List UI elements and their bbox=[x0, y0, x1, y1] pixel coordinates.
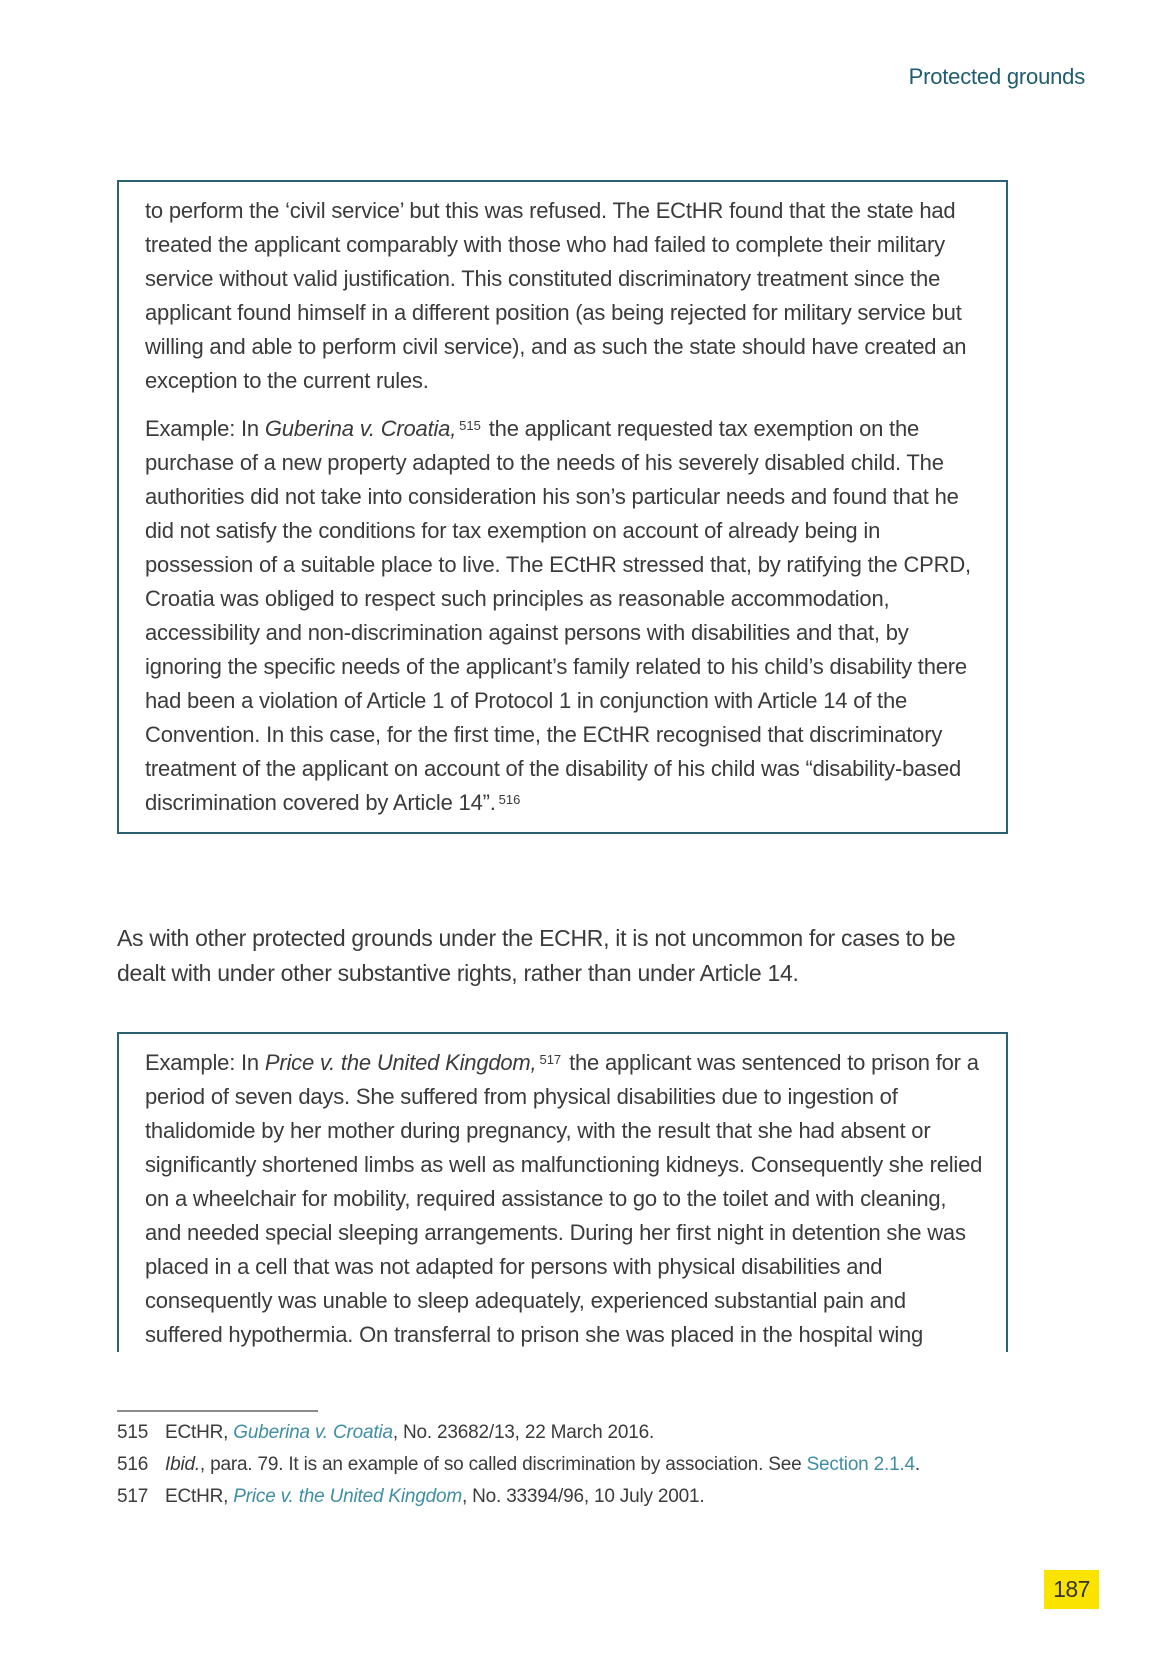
footnote-517 bbox=[117, 1485, 1017, 1508]
footnote-number: 516 bbox=[117, 1454, 149, 1475]
footnote-517-pre: ECtHR, bbox=[165, 1486, 234, 1507]
footnote-516 bbox=[117, 1453, 1017, 1476]
footnote-text bbox=[165, 1453, 1017, 1476]
link-price-v-uk[interactable]: Price v. the United Kingdom bbox=[233, 1486, 462, 1507]
footnote-516-ibid: Ibid. bbox=[165, 1454, 200, 1475]
example-box-price bbox=[117, 1032, 1008, 1352]
footnote-ref-517: 517 bbox=[539, 1052, 562, 1067]
footnote-text bbox=[165, 1421, 1017, 1444]
footnote-515-pre: ECtHR, bbox=[165, 1422, 234, 1443]
case-name-price: Price v. the United Kingdom, bbox=[264, 1050, 537, 1075]
page-number: 187 bbox=[1053, 1576, 1090, 1602]
box2-paragraph-1 bbox=[145, 1046, 984, 1352]
link-section-2-1-4[interactable]: Section 2.1.4 bbox=[806, 1454, 915, 1475]
footnote-text bbox=[165, 1485, 1017, 1508]
footnote-517-post: , No. 33394/96, 10 July 2001. bbox=[461, 1486, 705, 1507]
footnote-number: 517 bbox=[117, 1486, 149, 1507]
example-box-guberina bbox=[117, 180, 1008, 834]
footnote-516-post: . bbox=[914, 1454, 920, 1475]
footnote-515 bbox=[117, 1421, 1017, 1444]
case-name-guberina: Guberina v. Croatia, bbox=[264, 416, 457, 441]
box1-paragraph-2-text: the applicant requested tax exemption on the purchase of a new property adapted to the needs of his severely disabled child. The authorities did not take into consideration his son’s particular needs and found that he did not satisfy the conditions for tax exemption on account of already being in possession of a suitable place to live. The ECtHR stressed that, by ratifying the CPRD, Croatia was obliged to respect such principles as reasonable accommodation, accessibility and non-discrimination against persons with disabilities and that, by ignoring the specific needs of the applicant’s family related to his child’s disability there had been a violation of Article 1 of Protocol 1 in conjunction with Article 14 of the Convention. In this case, for the first time, the ECtHR recognised that discriminatory treatment of the applicant on account of the disability of his child was “disability-based discrimination covered by Article 14”. bbox=[145, 416, 971, 815]
footnote-516-pre: , para. 79. It is an example of so called discrimination by association. See bbox=[199, 1454, 807, 1475]
footnote-separator bbox=[117, 1410, 318, 1412]
running-header: Protected grounds bbox=[908, 64, 1085, 89]
footnote-number: 515 bbox=[117, 1422, 149, 1443]
page-number-badge bbox=[1044, 1570, 1099, 1609]
footnotes-section bbox=[117, 1421, 1017, 1517]
box1-paragraph-1: to perform the ‘civil service’ but this was refused. The ECtHR found that the state had treated the applicant comparably with those who had failed to complete their military service without valid justification. This constituted discriminatory treatment since the applicant found himself in a different position (as being rejected for military service but willing and able to perform civil service), and as such the state should have created an exception to the current rules. bbox=[145, 198, 967, 393]
body-paragraph: As with other protected grounds under the ECHR, it is not uncommon for cases to be dealt with under other substantive rights, rather than under Article 14. bbox=[117, 925, 956, 986]
footnote-ref-515: 515 bbox=[459, 418, 481, 433]
footnote-ref-516: 516 bbox=[498, 792, 521, 807]
box1-paragraph-2 bbox=[145, 412, 984, 820]
example-lead: Example: In bbox=[145, 416, 265, 441]
footnote-515-post: , No. 23682/13, 22 March 2016. bbox=[392, 1422, 655, 1443]
link-guberina-v-croatia[interactable]: Guberina v. Croatia bbox=[233, 1422, 393, 1443]
box2-paragraph-1-text: the applicant was sentenced to prison for a period of seven days. She suffered from physical disabilities due to ingestion of thalidomide by her mother during pregnancy, with the result that she had absent or significantly shortened limbs as well as malfunctioning kidneys. Consequently she relied on a wheelchair for mobility, required assistance to go to the toilet and with cleaning, and needed special sleeping arrangements. During her first night in detention she was placed in a cell that was not adapted for persons with physical disabilities and consequently was unable to sleep adequately, experienced substantial pain and suffered hypothermia. On transferral to prison she was placed in the hospital wing bbox=[145, 1050, 983, 1347]
example-lead: Example: In bbox=[145, 1050, 265, 1075]
